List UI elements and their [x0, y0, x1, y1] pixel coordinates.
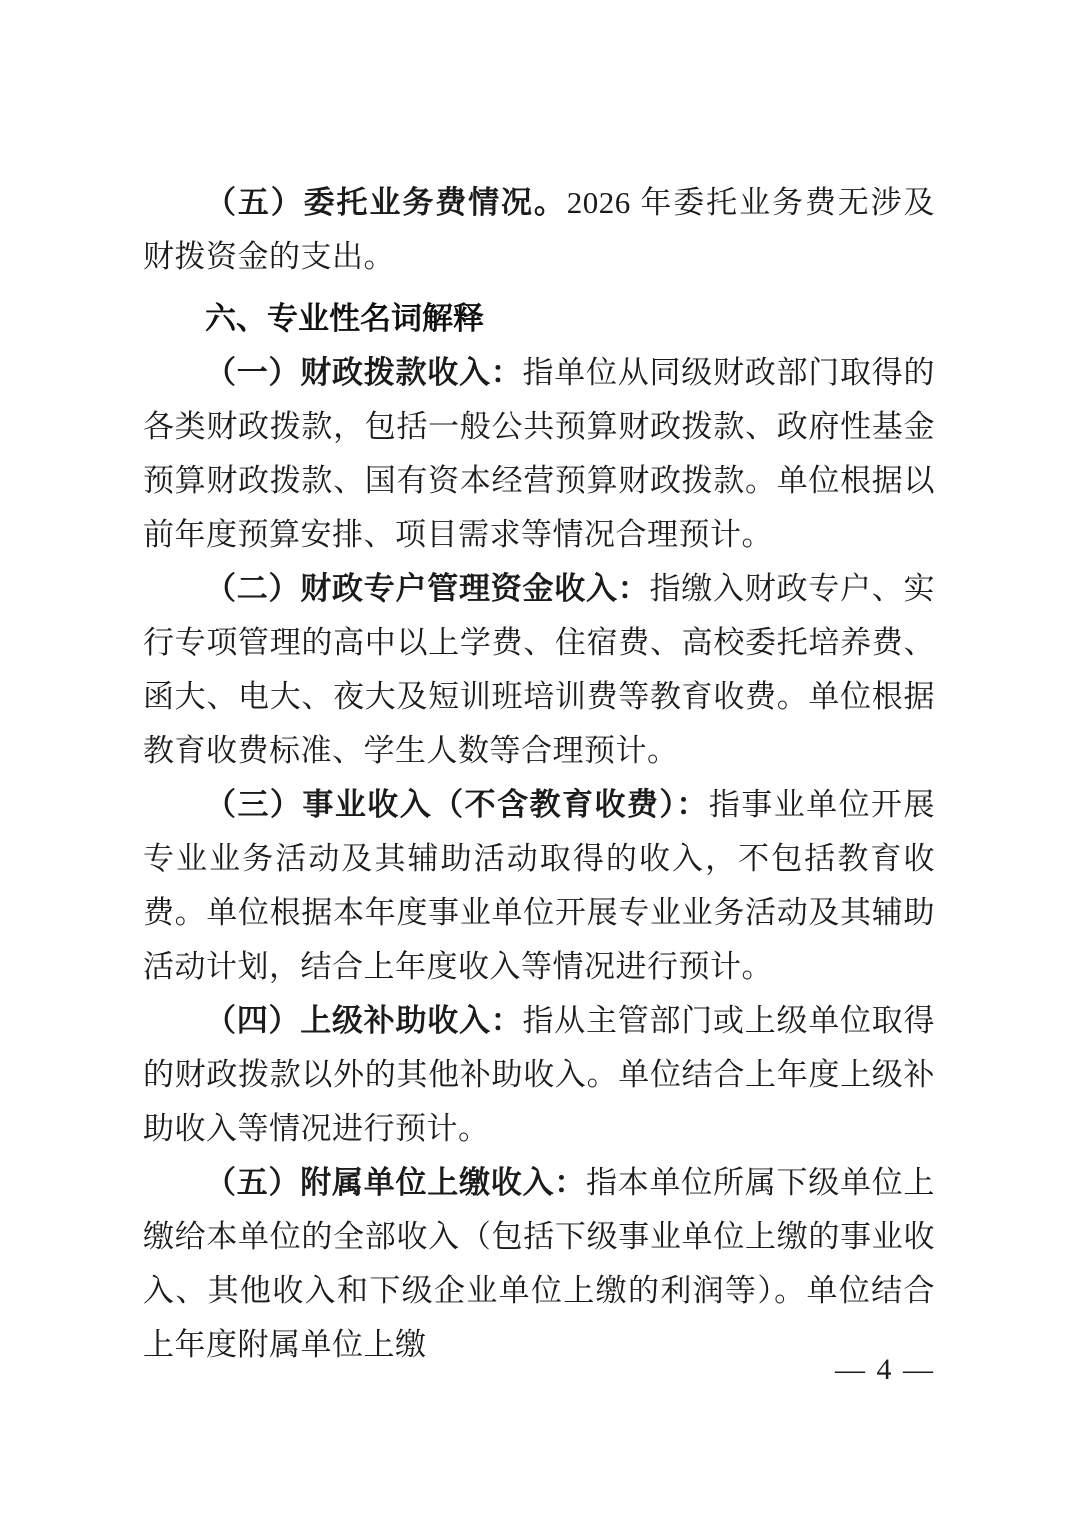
definition-paragraph-3 [143, 778, 935, 994]
definition-term: （二）财政专户管理资金收入： [205, 571, 650, 606]
page-footer [835, 1352, 935, 1388]
definition-paragraph-4 [143, 994, 935, 1156]
definition-body: 指从主管部门或上级单位取得的财政拨款以外的其他补助收入。单位结合上年度上级补助收入等情况进行预计。 [143, 1003, 935, 1146]
definition-body: 指单位从同级财政部门取得的各类财政拨款，包括一般公共预算财政拨款、政府性基金预算财政拨款、国有资本经营预算财政拨款。单位根据以前年度预算安排、项目需求等情况合理预计。 [143, 355, 935, 552]
page-number: — 4 — [835, 1353, 935, 1386]
intro-lead: （五）委托业务费情况。 [205, 185, 567, 220]
document-content [143, 176, 935, 1372]
definition-body: 指事业单位开展专业业务活动及其辅助活动取得的收入，不包括教育收费。单位根据本年度事业单位开展专业业务活动及其辅助活动计划，结合上年度收入等情况进行预计。 [143, 787, 936, 984]
definition-body: 指缴入财政专户、实行专项管理的高中以上学费、住宿费、高校委托培养费、函大、电大、夜大及短训班培训费等教育收费。单位根据教育收费标准、学生人数等合理预计。 [143, 571, 935, 768]
definition-paragraph-1 [143, 346, 935, 562]
definition-term: （三）事业收入（不含教育收费）： [205, 787, 709, 822]
definition-term: （四）上级补助收入： [205, 1003, 523, 1038]
definition-body: 指本单位所属下级单位上缴给本单位的全部收入（包括下级事业单位上缴的事业收入、其他收入和下级企业单位上缴的利润等）。单位结合上年度附属单位上缴 [143, 1165, 935, 1362]
definition-paragraph-2 [143, 562, 935, 778]
definition-term: （一）财政拨款收入： [205, 355, 523, 390]
section-heading: 六、专业性名词解释 [205, 301, 484, 336]
definition-term: （五）附属单位上缴收入： [205, 1165, 586, 1200]
intro-paragraph [143, 176, 935, 284]
definition-paragraph-5 [143, 1156, 935, 1372]
intro-text: 2026 年委托业务费无涉及财拨资金的支出。 [143, 185, 936, 274]
